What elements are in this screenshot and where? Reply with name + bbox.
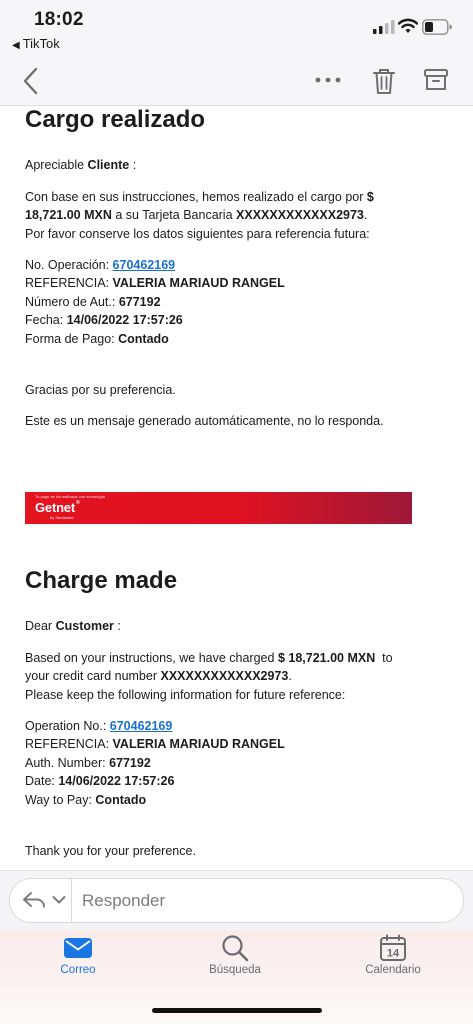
charge-line-1 (25, 649, 393, 667)
cellular-signal-icon (373, 20, 395, 34)
value: Contado (95, 792, 147, 807)
label: No. Operación: (25, 258, 113, 272)
value: VALERIA MARIAUD RANGEL (112, 737, 285, 752)
charge-line-2 (25, 206, 374, 224)
mail-toolbar (0, 58, 473, 106)
transaction-details-es (25, 256, 285, 348)
charge-line-2 (25, 667, 393, 685)
operation-number-row (25, 256, 285, 274)
back-arrow-icon: ◀ (12, 40, 20, 51)
card-number: XXXXXXXXXXXX2973 (160, 669, 289, 684)
search-icon (220, 933, 250, 963)
card-number: XXXXXXXXXXXX2973 (236, 208, 364, 223)
value: 14/06/2022 17:57:26 (66, 313, 183, 328)
email-title-en: Charge made (25, 567, 178, 594)
charge-message-en (25, 649, 393, 704)
reply-area (0, 870, 473, 931)
greeting-prefix: Apreciable (25, 158, 88, 172)
greeting-name: Customer (55, 619, 114, 633)
back-to-app-link[interactable] (12, 36, 60, 51)
label: REFERENCIA: (25, 737, 113, 752)
thanks-en: Thank you for your preference. (25, 844, 196, 858)
thanks-es: Gracias por su preferencia. (25, 383, 176, 397)
date-row (25, 772, 285, 790)
operation-number-link[interactable]: 670462169 (112, 258, 176, 272)
reply-placeholder[interactable]: Responder (82, 891, 166, 910)
text: . (288, 669, 292, 684)
auto-message-es: Este es un mensaje generado automáticamente, no lo responda. (25, 414, 384, 428)
value: VALERIA MARIAUD RANGEL (112, 276, 285, 291)
label: Auth. Number: (25, 755, 110, 770)
tab-search-label: Búsqueda (209, 964, 261, 976)
label: Date: (25, 774, 59, 789)
reply-divider (71, 879, 72, 922)
back-app-label: TikTok (22, 36, 60, 51)
battery-icon (422, 19, 452, 35)
tab-calendar-label: Calendario (365, 964, 421, 976)
more-icon[interactable] (312, 72, 344, 88)
text: Con base en sus instrucciones, hemos realizado el cargo por (25, 190, 367, 204)
calendar-icon (379, 934, 407, 962)
text: to (375, 651, 393, 665)
reference-row (25, 274, 285, 292)
payment-method-row (25, 791, 285, 809)
charge-line-3: Please keep the following information for future reference: (25, 687, 346, 702)
status-time: 18:02 (34, 9, 84, 30)
calendar-day: 14 (386, 947, 400, 960)
reference-row (25, 735, 285, 753)
transaction-details-en (25, 717, 285, 809)
email-body (0, 106, 473, 870)
home-indicator[interactable] (152, 1008, 322, 1013)
back-chevron-icon[interactable] (20, 66, 42, 96)
email-title-es: Cargo realizado (25, 106, 206, 133)
text: your credit card number (25, 669, 161, 684)
operation-number-row (25, 717, 285, 735)
greeting-prefix: Dear (25, 619, 56, 633)
date-row (25, 311, 285, 329)
label: Número de Aut.: (25, 294, 119, 309)
tab-mail[interactable] (28, 936, 128, 976)
tab-mail-label: Correo (60, 964, 96, 976)
wifi-icon (398, 18, 418, 34)
charge-line-1 (25, 188, 374, 206)
logo-mark: ® (75, 500, 80, 506)
banner-tagline: Tu pago se ha realizado con tecnología (35, 494, 105, 499)
reply-icon[interactable] (22, 891, 46, 909)
tab-bar (0, 930, 473, 1024)
text: Based on your instructions, we have charged (25, 651, 278, 665)
tab-search[interactable] (185, 936, 285, 976)
text: . (363, 208, 368, 223)
banner-subtitle: by Santander (50, 515, 74, 520)
greeting-es (25, 156, 136, 174)
text: a su Tarjeta Bancaria (111, 208, 237, 223)
greeting-suffix: : (129, 158, 137, 172)
reply-input[interactable] (9, 878, 464, 923)
amount: $ 18,721.00 MXN (277, 651, 376, 665)
mail-icon (63, 936, 93, 960)
archive-icon[interactable] (422, 66, 450, 94)
getnet-banner (25, 492, 412, 524)
value: Contado (118, 331, 169, 346)
getnet-logo (35, 500, 79, 515)
label: REFERENCIA: (25, 276, 113, 291)
charge-line-3: Por favor conserve los datos siguientes para referencia futura: (25, 226, 370, 241)
auth-number-row (25, 293, 285, 311)
trash-icon[interactable] (370, 66, 398, 96)
label: Way to Pay: (25, 792, 96, 807)
value: 677192 (118, 294, 161, 309)
auth-number-row (25, 754, 285, 772)
greeting-suffix: : (113, 619, 121, 633)
operation-number-link[interactable]: 670462169 (109, 719, 173, 733)
payment-method-row (25, 330, 285, 348)
tab-calendar[interactable] (343, 936, 443, 976)
label: Operation No.: (25, 719, 110, 733)
value: 14/06/2022 17:57:26 (58, 774, 175, 789)
chevron-down-icon[interactable] (52, 895, 66, 905)
label: Forma de Pago: (25, 331, 119, 346)
logo-text: Getnet (35, 500, 75, 515)
greeting-name: Cliente (87, 158, 130, 172)
value: 677192 (109, 755, 151, 770)
greeting-en (25, 617, 121, 635)
amount-value: 18,721.00 MXN (25, 208, 112, 223)
label: Fecha: (25, 313, 67, 328)
charge-message-es (25, 188, 374, 243)
status-bar (0, 0, 473, 58)
amount-currency: $ (366, 190, 374, 204)
